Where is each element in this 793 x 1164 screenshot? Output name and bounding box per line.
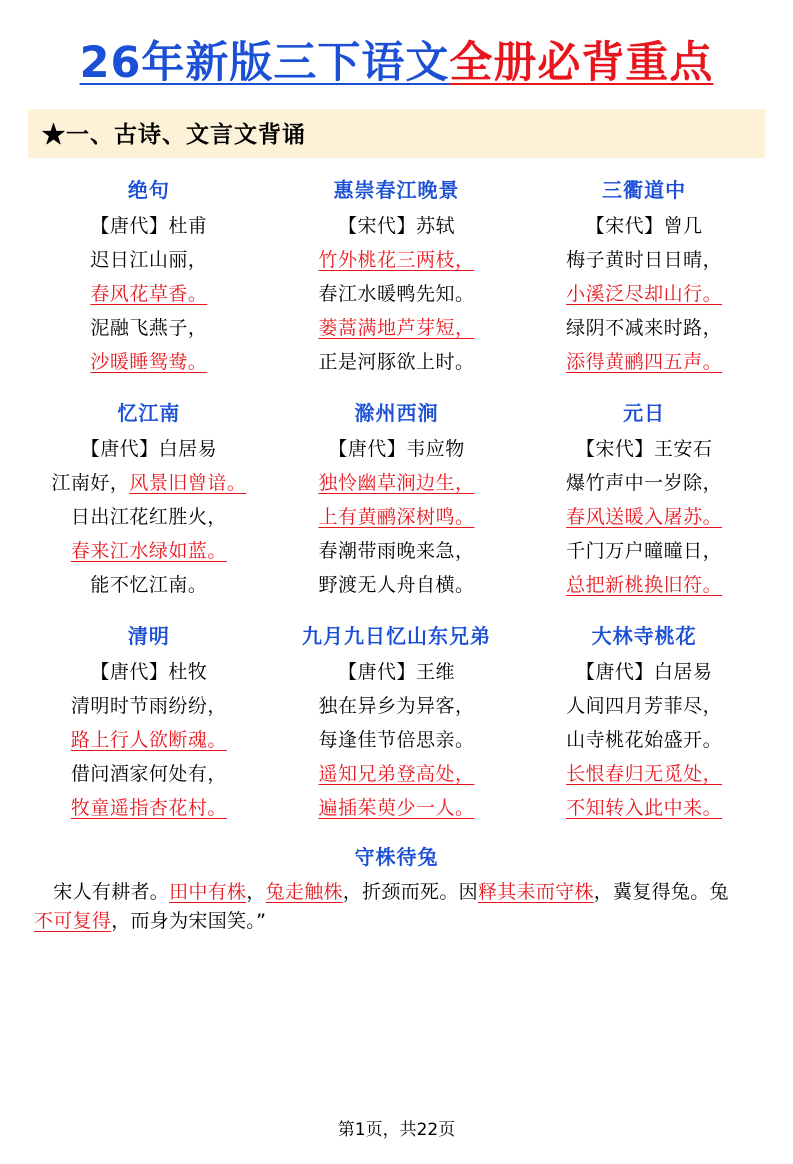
prose-body (28, 878, 765, 937)
poem-line: 春江水暖鸭先知。 (318, 283, 475, 305)
page-number-label: 第1页，共22页 (337, 1120, 456, 1140)
poem-line: 绿阴不减来时路， (566, 317, 723, 339)
section-heading (28, 109, 765, 158)
poem-card (523, 391, 765, 614)
poem-line: 借问酒家何处有， (70, 763, 227, 785)
document-page (0, 38, 793, 1164)
poem-line: 上有黄鹂深树鸣。 (318, 506, 475, 528)
poem-grid (28, 168, 765, 837)
poem-title: 忆江南 (117, 401, 181, 425)
prose-segment-highlight: 兔走触株 (265, 881, 343, 903)
poem-author: 【唐代】杜牧 (90, 661, 208, 683)
poem-line: 总把新桃换旧符。 (566, 574, 723, 596)
poem-author: 【宋代】苏轼 (337, 215, 455, 237)
poem-line: 竹外桃花三两枝， (318, 249, 475, 271)
poem-line: 遍插茱萸少一人。 (318, 797, 475, 819)
poem-title: 三衢道中 (602, 178, 687, 202)
poem-line: 迟日江山丽， (90, 249, 208, 271)
poem-line: 泥融飞燕子， (90, 317, 208, 339)
poem-card (28, 391, 270, 614)
poem-title: 元日 (623, 401, 666, 425)
poem-card (28, 168, 270, 391)
poem-line (30, 468, 268, 495)
poem-author: 【唐代】韦应物 (328, 438, 465, 460)
poem-title: 滁州西涧 (354, 401, 439, 425)
poem-author: 【唐代】白居易 (80, 438, 218, 460)
poem-line: 能不忆江南。 (90, 574, 208, 596)
poem-line: 路上行人欲断魂。 (70, 729, 227, 751)
poem-line: 每逢佳节倍思亲。 (318, 729, 475, 751)
poem-line: 春潮带雨晚来急， (318, 540, 475, 562)
poem-line: 长恨春归无觅处， (566, 763, 723, 785)
prose-segment: ， (246, 881, 266, 903)
prose-segment-highlight: 释其耒而守株 (477, 881, 594, 903)
poem-card (28, 614, 270, 837)
page-title-part-blue: 26年新版三下语文 (79, 38, 450, 88)
poem-line: 遥知兄弟登高处， (318, 763, 475, 785)
poem-card (276, 391, 518, 614)
poem-card (523, 614, 765, 837)
prose-segment: ，而身为宋国笑。” (111, 910, 267, 933)
poem-line: 春风送暖入屠苏。 (566, 506, 723, 528)
poem-title: 绝句 (127, 178, 170, 202)
poem-line: 牧童遥指杏花村。 (70, 797, 227, 819)
poem-line: 蒌蒿满地芦芽短， (318, 317, 475, 339)
page-title-part-red: 全册必背重点 (449, 38, 714, 88)
prose-segment: ，冀复得兔。兔 (593, 881, 729, 903)
poem-line: 沙暖睡鸳鸯。 (90, 351, 208, 373)
poem-line: 千门万户曈曈日， (566, 540, 723, 562)
prose-block (28, 841, 765, 937)
poem-line-plain-part: 江南好， (51, 472, 130, 494)
prose-segment-highlight: 田中有株 (169, 881, 247, 903)
poem-title: 九月九日忆山东兄弟 (301, 624, 491, 648)
prose-segment-highlight: 不可复得 (34, 910, 112, 933)
poem-line: 添得黄鹂四五声。 (566, 351, 723, 373)
page-footer (0, 1115, 793, 1140)
poem-line: 爆竹声中一岁除， (566, 472, 723, 494)
poem-author: 【唐代】白居易 (575, 661, 713, 683)
poem-author: 【宋代】王安石 (575, 438, 713, 460)
poem-line: 野渡无人舟自横。 (318, 574, 475, 596)
poem-author: 【宋代】曾几 (585, 215, 703, 237)
poem-line-highlight-part: 风景旧曾谙。 (129, 472, 247, 494)
poem-line: 山寺桃花始盛开。 (566, 729, 723, 751)
poem-line: 独在异乡为异客， (318, 695, 475, 717)
section-heading-label: ★一、古诗、文言文背诵 (42, 121, 306, 148)
poem-line: 人间四月芳菲尽， (566, 695, 723, 717)
poem-line: 春风花草香。 (90, 283, 208, 305)
poem-title: 大林寺桃花 (591, 624, 697, 648)
poem-line: 清明时节雨纷纷， (70, 695, 227, 717)
prose-segment: 宋人有耕者。 (34, 881, 170, 903)
prose-segment: ，折颈而死。因 (342, 881, 478, 903)
poem-line: 春来江水绿如蓝。 (70, 540, 227, 562)
poem-line: 不知转入此中来。 (566, 797, 723, 819)
poem-card (523, 168, 765, 391)
poem-card (276, 614, 518, 837)
poem-line: 小溪泛尽却山行。 (566, 283, 723, 305)
poem-card (276, 168, 518, 391)
poem-line: 正是河豚欲上时。 (318, 351, 475, 373)
page-title (28, 38, 765, 88)
poem-title: 清明 (127, 624, 170, 648)
poem-line: 日出江花红胜火， (70, 506, 227, 528)
poem-line: 梅子黄时日日晴， (566, 249, 723, 271)
poem-title: 惠崇春江晚景 (333, 178, 460, 202)
poem-author: 【唐代】王维 (337, 661, 455, 683)
poem-author: 【唐代】杜甫 (90, 215, 208, 237)
prose-title: 守株待兔 (354, 845, 439, 869)
poem-line: 独怜幽草涧边生， (318, 472, 475, 494)
